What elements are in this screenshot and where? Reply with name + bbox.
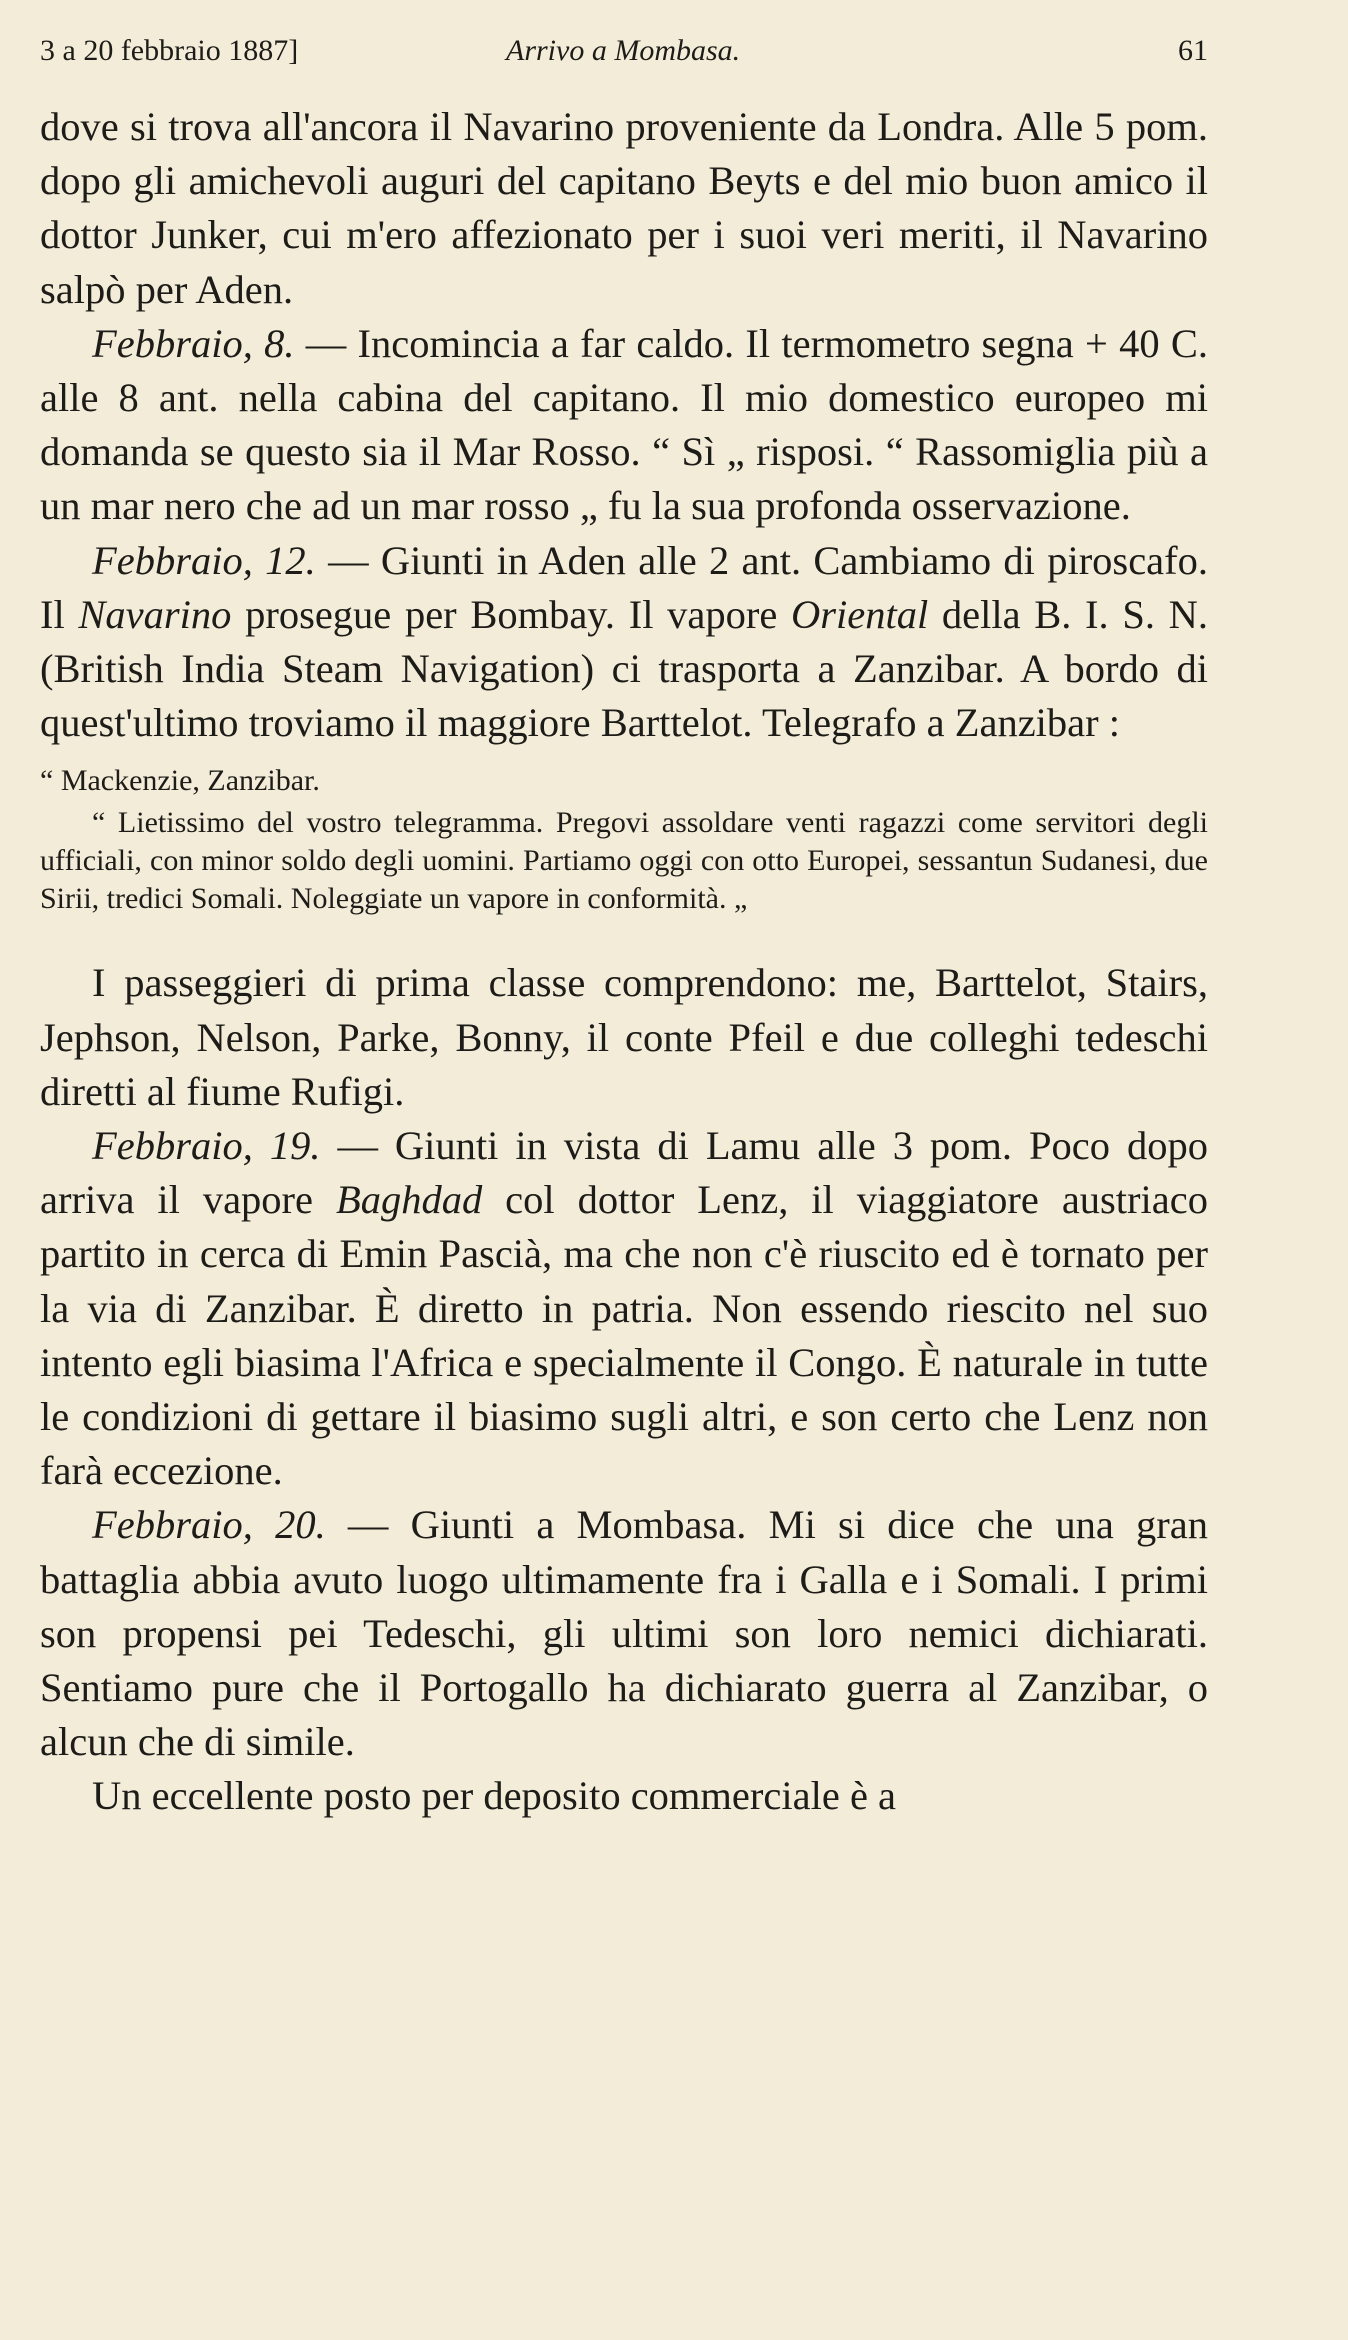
- entry-text: — Giunti in Aden alle 2 ant. Cambiamo di piroscafo. Il: [40, 537, 1209, 637]
- running-header: [40, 28, 1208, 78]
- body-text: [40, 100, 1208, 1824]
- entry-date: Febbraio, 8.: [92, 320, 295, 366]
- page-number: 61: [1178, 34, 1208, 67]
- ship-name: Navarino: [78, 591, 232, 637]
- entry-text: — Incomincia a far caldo. Il termometro segna + 40 C. alle 8 ant. nella cabina del capitano. Il mio domestico europeo mi domanda se questo sia il Mar Rosso. “ Sì „ risposi. “ Rassomiglia più a un mar nero che ad un mar rosso „ fu la sua profonda osservazione.: [40, 320, 1208, 529]
- entry-text: col dottor Lenz, il viaggiatore austriaco partito in cerca di Emin Pascià, ma che non c'è riuscito ed è tornato per la via di Zanzibar. È diretto in patria. Non essendo riescito nel suo intento egli biasima l'Africa e specialmente il Congo. È naturale in tutte le condizioni di gettare il biasimo sugli altri, e son certo che Lenz non farà eccezione.: [40, 1177, 1208, 1494]
- ship-name: Oriental: [790, 591, 929, 637]
- paragraph-7: Un eccellente posto per deposito commerciale è a: [92, 1773, 897, 1819]
- paragraph-2: [40, 317, 1208, 534]
- telegram-address: “ Mackenzie, Zanzibar.: [40, 764, 320, 798]
- entry-text: — Giunti a Mombasa. Mi si dice che una gran battaglia abbia avuto luogo ultimamente fra i Galla e i Somali. I primi son propensi pei Tedeschi, gli ultimi son loro nemici dichiarati. Sentiamo pure che il Portogallo ha dichiarato guerra al Zanzibar, o alcun che di simile.: [40, 1502, 1209, 1765]
- telegram-message: “ Lietissimo del vostro telegramma. Pregovi assoldare venti ragazzi come servitori degli ufficiali, con minor soldo degli uomini. Partiamo oggi con otto Europei, sessantun Sudanesi, due Sirii, tredici Somali. Noleggiate un vapore in conformità. „: [40, 806, 1208, 916]
- entry-text: della B. I. S. N. (British India Steam Navigation) ci trasporta a Zanzibar. A bordo di quest'ultimo troviamo il maggiore Barttelot. Telegrafo a Zanzibar :: [40, 591, 1208, 746]
- paragraph-1: dove si trova all'ancora il Navarino proveniente da Londra. Alle 5 pom. dopo gli amichevoli auguri del capitano Beyts e del mio buon amico il dottor Junker, cui m'ero affezionato per i suoi veri meriti, il Navarino salpò per Aden.: [40, 104, 1208, 312]
- paragraph-5: [40, 1119, 1208, 1498]
- entry-text: — Giunti in vista di Lamu alle 3 pom. Poco dopo arriva il vapore: [40, 1123, 1208, 1223]
- telegram-block: [40, 762, 1208, 918]
- paragraph-6: [40, 1498, 1208, 1769]
- header-dates: 3 a 20 febbraio 1887]: [40, 34, 299, 67]
- header-title: Arrivo a Mombasa.: [506, 34, 741, 67]
- entry-date: Febbraio, 19.: [92, 1123, 321, 1169]
- entry-text: prosegue per Bombay. Il vapore: [231, 591, 791, 637]
- paragraph-4: I passeggieri di prima classe comprendono: me, Barttelot, Stairs, Jephson, Nelson, Parke, Bonny, il conte Pfeil e due colleghi tedeschi diretti al fiume Rufigi.: [40, 960, 1208, 1114]
- entry-date: Febbraio, 20.: [92, 1502, 326, 1548]
- paragraph-3: [40, 534, 1208, 751]
- entry-date: Febbraio, 12.: [92, 537, 316, 583]
- ship-name: Baghdad: [335, 1177, 483, 1223]
